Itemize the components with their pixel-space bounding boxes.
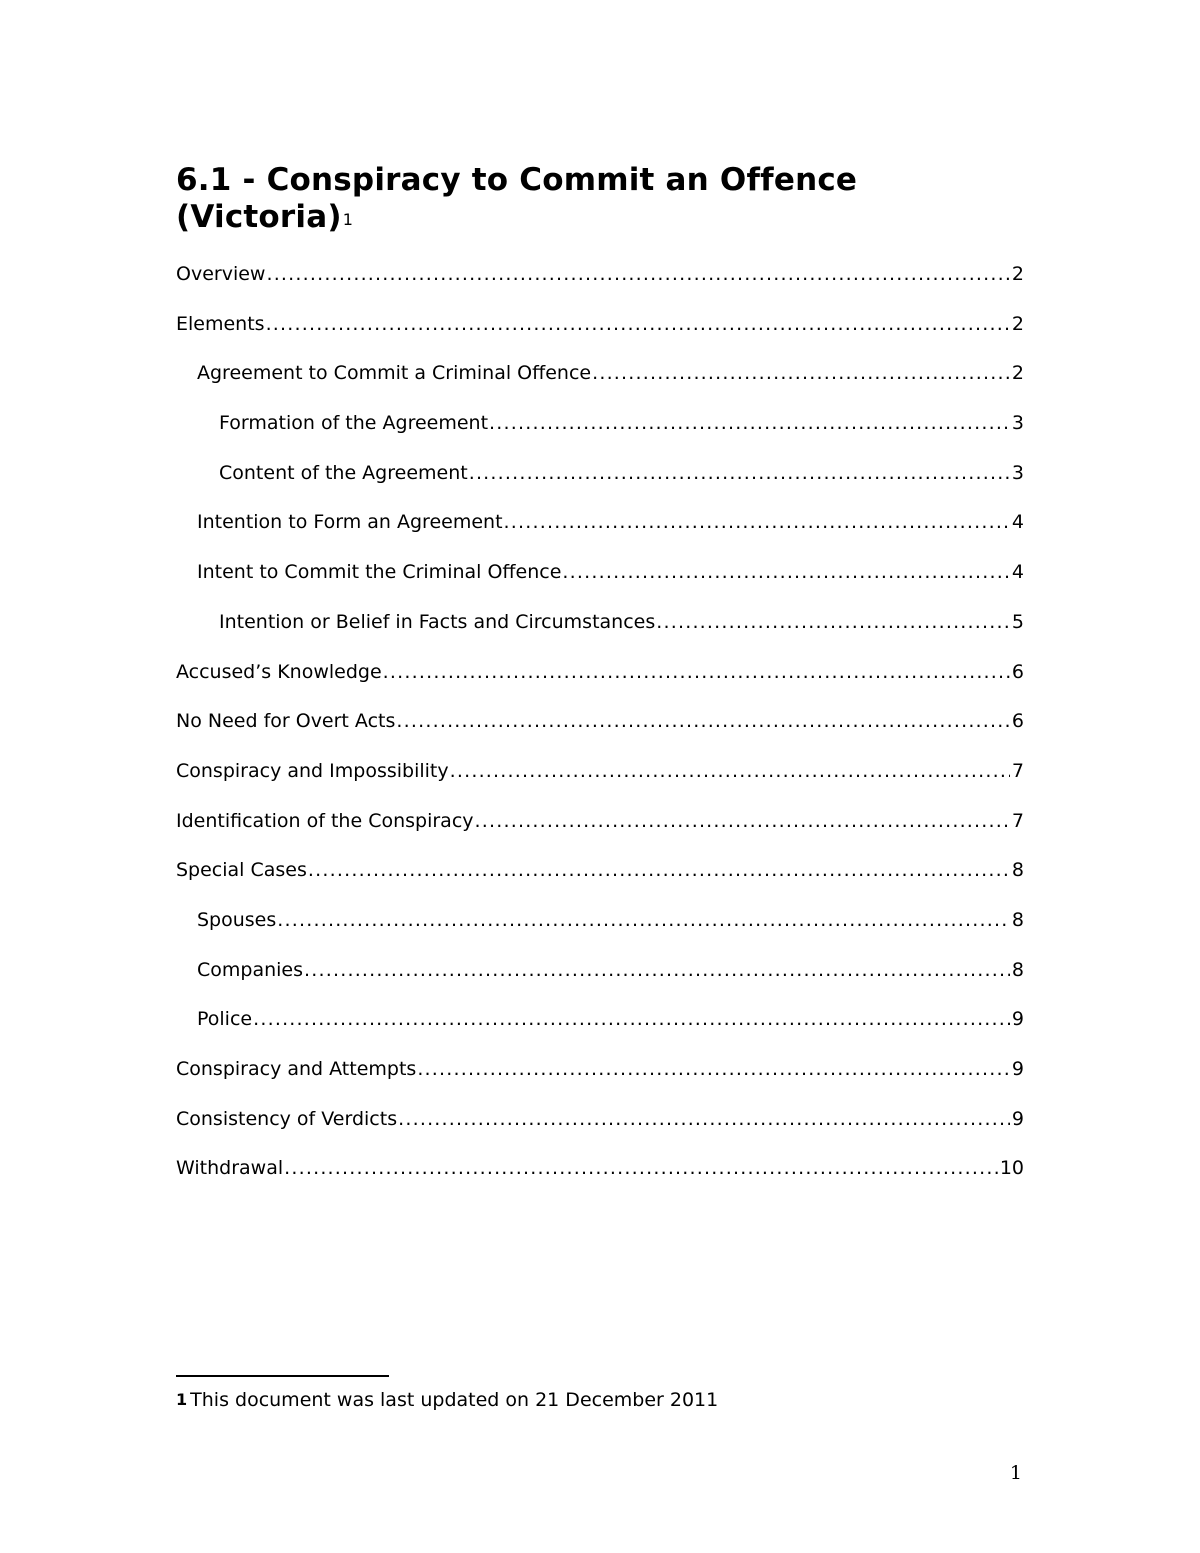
- toc-entry[interactable]: [176, 606, 1024, 656]
- toc-entry[interactable]: [176, 506, 1024, 556]
- toc-entry[interactable]: [176, 755, 1024, 805]
- footnote-reference[interactable]: 1: [342, 210, 354, 229]
- toc-entry-page-number[interactable]: 8: [1011, 859, 1024, 882]
- footnote-marker: 1: [176, 1390, 188, 1409]
- toc-entry-label[interactable]: Formation of the Agreement: [219, 412, 489, 435]
- toc-entry[interactable]: [176, 904, 1024, 954]
- toc-entry-label[interactable]: Intention to Form an Agreement: [197, 511, 503, 534]
- footnote-separator: [176, 1375, 389, 1377]
- toc-dot-leader: [562, 556, 1010, 589]
- toc-entry-label[interactable]: Intent to Commit the Criminal Offence: [197, 561, 562, 584]
- table-of-contents: [176, 258, 1024, 1202]
- toc-dot-leader: [417, 1053, 1010, 1086]
- toc-entry-label[interactable]: Conspiracy and Attempts: [176, 1058, 417, 1080]
- toc-entry-page-number[interactable]: 3: [1011, 412, 1024, 435]
- toc-entry[interactable]: [176, 656, 1024, 706]
- toc-entry-page-number[interactable]: 5: [1011, 610, 1024, 633]
- toc-entry-label[interactable]: Special Cases: [176, 859, 307, 882]
- toc-entry-page-number[interactable]: 9: [1011, 1107, 1024, 1130]
- toc-dot-leader: [266, 308, 1010, 341]
- toc-entry-page-number[interactable]: 4: [1011, 561, 1024, 584]
- toc-entry-page-number[interactable]: 6: [1011, 710, 1024, 733]
- toc-dot-leader: [450, 755, 1010, 788]
- toc-dot-leader: [489, 407, 1010, 440]
- toc-entry-label[interactable]: Content of the Agreement: [219, 461, 468, 484]
- toc-entry-page-number[interactable]: 7: [1011, 809, 1024, 832]
- footnote: [176, 1386, 718, 1414]
- toc-entry-page-number[interactable]: 2: [1011, 312, 1024, 335]
- toc-entry[interactable]: [176, 407, 1024, 457]
- toc-entry-page-number[interactable]: 9: [1011, 1058, 1024, 1080]
- toc-dot-leader: [383, 656, 1010, 689]
- toc-entry-page-number[interactable]: 3: [1011, 461, 1024, 484]
- toc-dot-leader: [277, 904, 1010, 937]
- toc-entry-label[interactable]: Intention or Belief in Facts and Circumstances: [219, 610, 656, 633]
- toc-entry-page-number[interactable]: 2: [1011, 263, 1024, 285]
- toc-dot-leader: [304, 954, 1010, 987]
- toc-entry-label[interactable]: Withdrawal: [176, 1157, 284, 1180]
- toc-entry[interactable]: [176, 1152, 1024, 1202]
- toc-entry[interactable]: [176, 1003, 1024, 1053]
- toc-entry-page-number[interactable]: 6: [1011, 660, 1024, 683]
- toc-dot-leader: [266, 258, 1009, 291]
- toc-entry-label[interactable]: Companies: [197, 958, 304, 981]
- toc-entry[interactable]: [176, 854, 1024, 904]
- toc-entry-label[interactable]: Accused’s Knowledge: [176, 660, 382, 683]
- toc-entry-label[interactable]: Conspiracy and Impossibility: [176, 759, 449, 782]
- toc-entry[interactable]: [176, 805, 1024, 855]
- toc-dot-leader: [475, 805, 1010, 838]
- toc-entry-label[interactable]: Elements: [176, 312, 265, 335]
- document-title: [176, 162, 1036, 236]
- toc-dot-leader: [396, 705, 1010, 738]
- toc-entry-label[interactable]: No Need for Overt Acts: [176, 710, 396, 733]
- toc-dot-leader: [284, 1152, 998, 1185]
- toc-entry-page-number[interactable]: 8: [1011, 958, 1024, 981]
- toc-entry-page-number[interactable]: 10: [999, 1157, 1024, 1180]
- toc-entry-label[interactable]: Consistency of Verdicts: [176, 1107, 398, 1130]
- toc-entry[interactable]: [176, 1053, 1024, 1103]
- toc-entry[interactable]: [176, 954, 1024, 1004]
- toc-entry-page-number[interactable]: 2: [1011, 362, 1024, 385]
- toc-entry[interactable]: [176, 1103, 1024, 1153]
- toc-entry[interactable]: [176, 457, 1024, 507]
- toc-entry-label[interactable]: Spouses: [197, 908, 277, 931]
- toc-dot-leader: [656, 606, 1010, 639]
- toc-dot-leader: [308, 854, 1010, 887]
- toc-entry-page-number[interactable]: 7: [1011, 759, 1024, 782]
- toc-dot-leader: [504, 506, 1010, 539]
- toc-dot-leader: [592, 357, 1010, 390]
- toc-dot-leader: [253, 1003, 1010, 1036]
- toc-entry[interactable]: [176, 258, 1024, 308]
- toc-entry[interactable]: [176, 556, 1024, 606]
- toc-entry-page-number[interactable]: 8: [1011, 908, 1024, 931]
- toc-entry[interactable]: [176, 308, 1024, 358]
- toc-entry-label[interactable]: Overview: [176, 263, 266, 285]
- toc-entry-label[interactable]: Agreement to Commit a Criminal Offence: [197, 362, 592, 385]
- footnote-text: This document was last updated on 21 December 2011: [190, 1389, 719, 1411]
- toc-entry[interactable]: [176, 357, 1024, 407]
- document-title-text: 6.1 - Conspiracy to Commit an Offence (Victoria): [176, 162, 858, 235]
- toc-dot-leader: [398, 1103, 1010, 1136]
- toc-dot-leader: [469, 457, 1010, 490]
- toc-entry[interactable]: [176, 705, 1024, 755]
- toc-entry-label[interactable]: Police: [197, 1008, 253, 1031]
- toc-entry-label[interactable]: Identification of the Conspiracy: [176, 809, 474, 832]
- page-number: 1: [1009, 1462, 1022, 1484]
- toc-entry-page-number[interactable]: 4: [1011, 511, 1024, 534]
- toc-entry-page-number[interactable]: 9: [1011, 1008, 1024, 1031]
